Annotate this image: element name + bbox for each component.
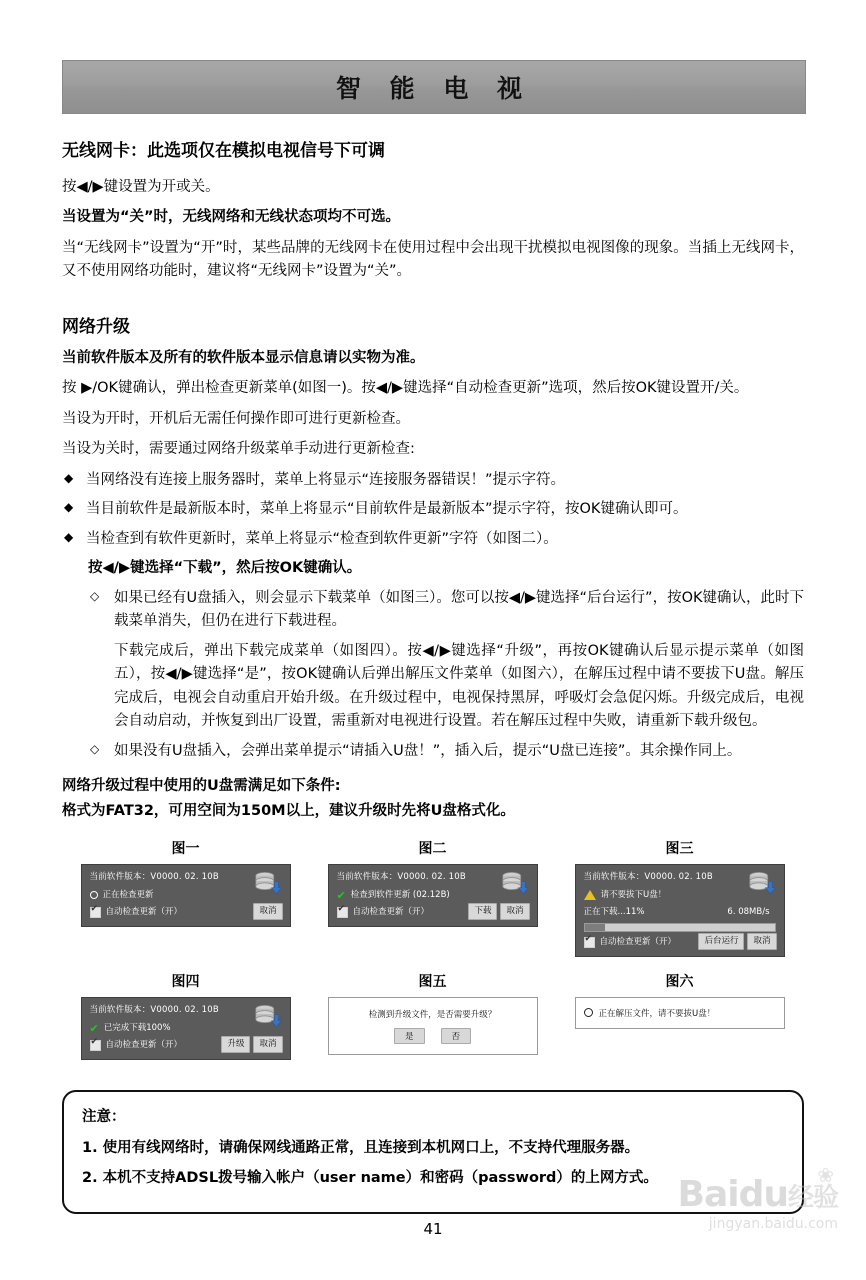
disk-download-icon bbox=[252, 1002, 282, 1032]
cancel-button[interactable]: 取消 bbox=[500, 903, 529, 920]
section-heading-wireless-card: 无线网卡：此选项仅在模拟电视信号下可调 bbox=[62, 141, 385, 161]
figure-gallery bbox=[62, 838, 804, 1060]
usb-condition-title: 网络升级过程中使用的U盘需满足如下条件: bbox=[62, 778, 341, 794]
figure-4 bbox=[62, 971, 309, 1060]
figure-3-warning: 请不要拔下U盘！ bbox=[600, 889, 667, 900]
cancel-button[interactable]: 取消 bbox=[253, 1036, 282, 1053]
figure-4-version: 当前软件版本：V0000. 02. 10B bbox=[89, 1004, 219, 1015]
figure-5-dialog bbox=[328, 997, 538, 1055]
page-number: 41 bbox=[423, 1220, 443, 1238]
hollow-diamond-bullet-icon: ◇ bbox=[90, 588, 100, 603]
list-item-label: 如果已经有U盘插入，则会显示下载菜单（如图三）。您可以按◀/▶键选择“后台运行”，按OK键确认，此时下载菜单消失，但仍在进行下载进程。 bbox=[114, 589, 804, 630]
list-item-label: 当目前软件是最新版本时，菜单上将显示“目前软件是最新版本”提示字符，按OK键确认即可。 bbox=[86, 501, 688, 518]
banner-title: 智 能 电 视 bbox=[335, 74, 533, 103]
upgrade-p2: 按 ▶/OK键确认，弹出检查更新菜单(如图一)。按◀/▶键选择“自动检查更新”选项，然后按OK键设置开/关。 bbox=[62, 380, 749, 397]
note-title: 注意： bbox=[82, 1109, 126, 1126]
figure-6-dialog bbox=[575, 997, 785, 1029]
wireless-p3: 当“无线网卡”设置为“开”时，某些品牌的无线网卡在使用过程中会出现干扰模拟电视图像的现象。当插上无线网卡，又不使用网络功能时，建议将“无线网卡”设置为“关”。 bbox=[62, 239, 804, 280]
figure-3-dialog bbox=[575, 864, 785, 957]
cancel-button[interactable]: 取消 bbox=[253, 903, 282, 920]
figure-5-question: 检测到升级文件，是否需要升级？ bbox=[368, 1009, 497, 1020]
list-item bbox=[62, 528, 804, 551]
checkbox-icon bbox=[90, 1040, 101, 1051]
section-heading-network-upgrade: 网络升级 bbox=[62, 316, 130, 337]
watermark-url: jingyan.baidu.com bbox=[708, 1216, 838, 1232]
download-button[interactable]: 下载 bbox=[468, 903, 497, 920]
figure-4-dialog bbox=[81, 997, 291, 1060]
figure-1-buttons bbox=[250, 903, 282, 920]
figure-6-status: 正在解压文件，请不要拔U盘！ bbox=[598, 1008, 716, 1019]
hollow-diamond-bullet-icon: ◇ bbox=[90, 741, 100, 756]
figure-1-auto-label: 自动检查更新（开） bbox=[105, 907, 183, 918]
figure-1-caption: 图一 bbox=[171, 840, 200, 857]
figure-6-caption: 图六 bbox=[665, 973, 694, 990]
wireless-p1: 按◀/▶键设置为开或关。 bbox=[62, 178, 220, 195]
list-item-label: 当网络没有连接上服务器时，菜单上将显示“连接服务器错误！”提示字符。 bbox=[86, 471, 566, 488]
upgrade-p1: 当前软件版本及所有的软件版本显示信息请以实物为准。 bbox=[62, 349, 425, 366]
checkbox-icon bbox=[90, 907, 101, 918]
paw-icon: ❀ bbox=[817, 1163, 834, 1187]
checkbox-icon bbox=[337, 907, 348, 918]
check-icon: ✔ bbox=[336, 888, 346, 902]
list-item bbox=[62, 498, 804, 521]
figure-1-status: 正在检查更新 bbox=[102, 889, 154, 900]
figure-2-buttons bbox=[465, 903, 529, 920]
cancel-button[interactable]: 取消 bbox=[747, 933, 776, 950]
figure-3-caption: 图三 bbox=[665, 840, 694, 857]
figure-4-auto-label: 自动检查更新（开） bbox=[105, 1040, 183, 1051]
list-item bbox=[88, 740, 804, 763]
watermark-brand: Baidu bbox=[677, 1174, 788, 1215]
figure-2-version: 当前软件版本：V0000. 02. 10B bbox=[336, 871, 466, 882]
check-icon: ✔ bbox=[89, 1021, 99, 1035]
figure-1-dialog bbox=[81, 864, 291, 927]
upgrade-bullet-list bbox=[62, 469, 804, 551]
diamond-bullet-icon: ◆ bbox=[64, 470, 74, 485]
no-button[interactable]: 否 bbox=[441, 1028, 472, 1044]
figure-5-buttons bbox=[337, 1028, 529, 1044]
upgrade-p3: 当设为开时，开机后无需任何操作即可进行更新检查。 bbox=[62, 410, 410, 427]
figure-3-status: 正在下载...11% bbox=[583, 907, 645, 918]
figure-1-version: 当前软件版本：V0000. 02. 10B bbox=[89, 871, 219, 882]
download-progress-bar bbox=[584, 923, 776, 932]
figure-row-2 bbox=[62, 971, 804, 1060]
figure-5-caption: 图五 bbox=[418, 973, 447, 990]
upgrade-button[interactable]: 升级 bbox=[221, 1036, 250, 1053]
list-item-label: 当检查到有软件更新时，菜单上将显示“检查到软件更新”字符（如图二）。 bbox=[86, 530, 558, 547]
note-line-1: 1. 使用有线网络时，请确保网线通路正常，且连接到本机网口上，不支持代理服务器。 bbox=[82, 1140, 640, 1157]
upgrade-hollow-list-2 bbox=[62, 740, 804, 763]
watermark-brand-cn: 经验 bbox=[787, 1183, 838, 1213]
figure-3 bbox=[556, 838, 803, 957]
list-item bbox=[88, 587, 804, 634]
figure-2-auto-label: 自动检查更新（开） bbox=[352, 907, 430, 918]
figure-5 bbox=[309, 971, 556, 1060]
list-item bbox=[62, 469, 804, 492]
page-banner bbox=[62, 60, 806, 114]
upgrade-detail-block: 下载完成后，弹出下载完成菜单（如图四）。按◀/▶键选择“升级”，再按OK键确认后显示提示菜单（如图五），按◀/▶键选择“是”，按OK键确认后弹出解压文件菜单（如图六），在解压过程中请不要拔下U盘。解压完成后，电视会自动重启开始升级。在升级过程中，电视保持黑屏，呼吸灯会急促闪烁。升级完成后，电视会自动启动，并恢复到出厂设置，需重新对电视进行设置。若在解压过程中失败，请重新下载升级包。 bbox=[114, 642, 804, 730]
note-box bbox=[62, 1090, 804, 1214]
figure-2-dialog bbox=[328, 864, 538, 927]
figure-3-buttons bbox=[695, 933, 776, 950]
figure-3-progress-row bbox=[584, 906, 776, 919]
disk-download-icon bbox=[499, 869, 529, 899]
page-content bbox=[62, 60, 804, 1214]
figure-1 bbox=[62, 838, 309, 957]
usb-condition-detail: 格式为FAT32，可用空间为150M以上，建议升级时先将U盘格式化。 bbox=[62, 803, 515, 820]
radio-icon bbox=[90, 891, 98, 899]
figure-3-speed: 6. 08MB/s bbox=[727, 907, 770, 918]
note-line-2: 2. 本机不支持ADSL拨号输入帐户（user name）和密码（password）的上网方式。 bbox=[82, 1169, 658, 1186]
figure-3-auto-label: 自动检查更新（开） bbox=[599, 937, 677, 948]
disk-download-icon bbox=[252, 869, 282, 899]
figure-2-status: 检查到软件更新 (02.12B) bbox=[350, 889, 450, 900]
upgrade-p4: 当设为关时，需要通过网络升级菜单手动进行更新检查: bbox=[62, 441, 415, 458]
yes-button[interactable]: 是 bbox=[394, 1028, 425, 1044]
background-run-button[interactable]: 后台运行 bbox=[698, 933, 744, 950]
figure-4-buttons bbox=[218, 1036, 282, 1053]
wireless-p2: 当设置为“关”时，无线网络和无线状态项均不可选。 bbox=[62, 209, 401, 226]
figure-2 bbox=[309, 838, 556, 957]
figure-3-version: 当前软件版本：V0000. 02. 10B bbox=[583, 871, 713, 882]
disk-download-icon bbox=[746, 869, 776, 899]
upgrade-hollow-list-1 bbox=[62, 587, 804, 634]
figure-4-caption: 图四 bbox=[171, 973, 200, 990]
radio-icon bbox=[584, 1008, 593, 1017]
figure-4-status: 已完成下载100% bbox=[103, 1022, 171, 1033]
warning-icon bbox=[584, 890, 596, 900]
upgrade-sub-para: 按◀/▶键选择“下载”，然后按OK键确认。 bbox=[88, 560, 362, 577]
figure-6 bbox=[556, 971, 803, 1060]
diamond-bullet-icon: ◆ bbox=[64, 500, 74, 515]
list-item-label: 如果没有U盘插入，会弹出菜单提示“请插入U盘！”，插入后，提示“U盘已连接”。其余操作同上。 bbox=[114, 742, 742, 759]
figure-2-caption: 图二 bbox=[418, 840, 447, 857]
diamond-bullet-icon: ◆ bbox=[64, 529, 74, 544]
figure-row-1 bbox=[62, 838, 804, 957]
checkbox-icon bbox=[584, 937, 595, 948]
